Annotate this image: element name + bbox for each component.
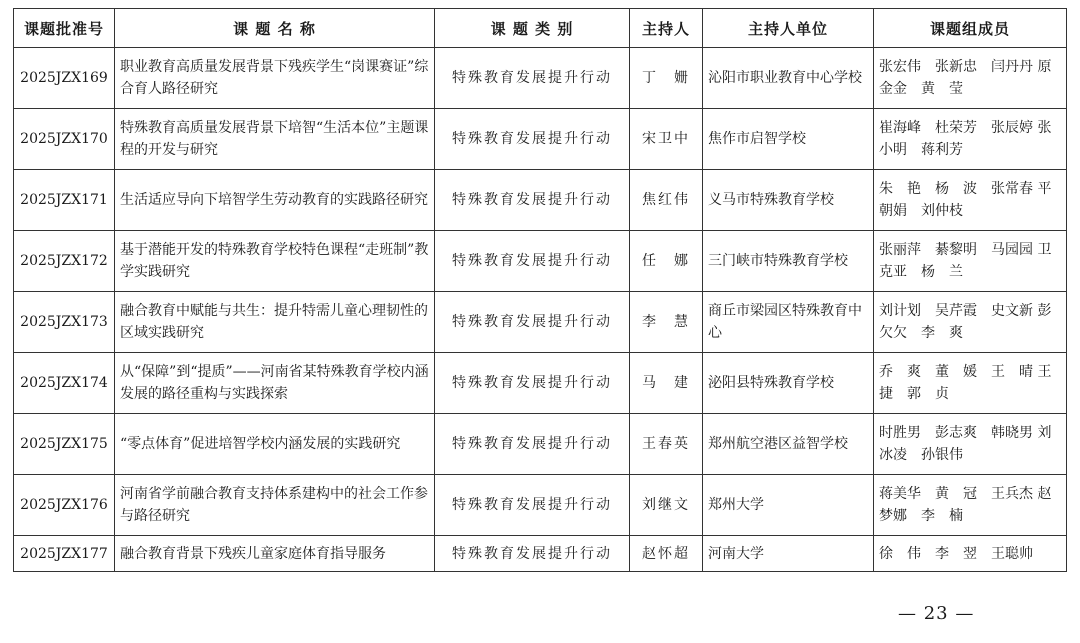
approval-no: 2025JZX174 (14, 353, 115, 414)
host-name: 丁 姗 (630, 48, 703, 109)
project-title: 生活适应导向下培智学生劳动教育的实践路径研究 (115, 170, 435, 231)
host-name: 李 慧 (630, 292, 703, 353)
host-unit: 焦作市启智学校 (703, 109, 874, 170)
host-unit: 义马市特殊教育学校 (703, 170, 874, 231)
project-category: 特殊教育发展提升行动 (435, 536, 630, 572)
table-row (14, 109, 1067, 170)
project-category: 特殊教育发展提升行动 (435, 109, 630, 170)
host-name: 马 建 (630, 353, 703, 414)
team-members: 时胜男 彭志爽 韩晓男 刘冰凌 孙银伟 (874, 414, 1067, 475)
team-members: 刘计划 吴芹霞 史文新 彭欠欠 李 爽 (874, 292, 1067, 353)
host-name: 宋卫中 (630, 109, 703, 170)
host-unit: 泌阳县特殊教育学校 (703, 353, 874, 414)
header-approval-no: 课题批准号 (14, 9, 115, 48)
table-row (14, 475, 1067, 536)
approval-no: 2025JZX172 (14, 231, 115, 292)
approval-no: 2025JZX169 (14, 48, 115, 109)
project-title: 融合教育中赋能与共生：提升特需儿童心理韧性的区域实践研究 (115, 292, 435, 353)
host-unit: 沁阳市职业教育中心学校 (703, 48, 874, 109)
header-title: 课 题 名 称 (115, 9, 435, 48)
project-title: 特殊教育高质量发展背景下培智“生活本位”主题课程的开发与研究 (115, 109, 435, 170)
project-title: 从“保障”到“提质”——河南省某特殊教育学校内涵发展的路径重构与实践探索 (115, 353, 435, 414)
host-name: 赵怀超 (630, 536, 703, 572)
header-unit: 主持人单位 (703, 9, 874, 48)
host-name: 刘继文 (630, 475, 703, 536)
team-members: 乔 爽 董 媛 王 晴 王 捷 郭 贞 (874, 353, 1067, 414)
approval-no: 2025JZX175 (14, 414, 115, 475)
project-table (13, 8, 1067, 572)
host-unit: 郑州航空港区益智学校 (703, 414, 874, 475)
approval-no: 2025JZX171 (14, 170, 115, 231)
table-row (14, 231, 1067, 292)
header-category: 课 题 类 别 (435, 9, 630, 48)
project-category: 特殊教育发展提升行动 (435, 231, 630, 292)
host-unit: 商丘市梁园区特殊教育中心 (703, 292, 874, 353)
project-title: 融合教育背景下残疾儿童家庭体育指导服务 (115, 536, 435, 572)
project-category: 特殊教育发展提升行动 (435, 292, 630, 353)
project-category: 特殊教育发展提升行动 (435, 48, 630, 109)
team-members: 崔海峰 杜荣芳 张辰婷 张小明 蒋利芳 (874, 109, 1067, 170)
host-unit: 河南大学 (703, 536, 874, 572)
project-category: 特殊教育发展提升行动 (435, 414, 630, 475)
team-members: 朱 艳 杨 波 张常春 平朝娟 刘仲枝 (874, 170, 1067, 231)
header-members: 课题组成员 (874, 9, 1067, 48)
project-title: 基于潜能开发的特殊教育学校特色课程“走班制”教学实践研究 (115, 231, 435, 292)
project-title: 河南省学前融合教育支持体系建构中的社会工作参与路径研究 (115, 475, 435, 536)
project-category: 特殊教育发展提升行动 (435, 353, 630, 414)
host-name: 王春英 (630, 414, 703, 475)
header-row (14, 9, 1067, 48)
table-row (14, 414, 1067, 475)
table-row (14, 292, 1067, 353)
project-category: 特殊教育发展提升行动 (435, 475, 630, 536)
team-members: 张丽萍 綦黎明 马园园 卫克亚 杨 兰 (874, 231, 1067, 292)
page-number: — 23 — (898, 603, 975, 624)
team-members: 张宏伟 张新忠 闫丹丹 原金金 黄 莹 (874, 48, 1067, 109)
table-row (14, 48, 1067, 109)
host-unit: 三门峡市特殊教育学校 (703, 231, 874, 292)
approval-no: 2025JZX177 (14, 536, 115, 572)
host-name: 焦红伟 (630, 170, 703, 231)
approval-no: 2025JZX170 (14, 109, 115, 170)
project-title: “零点体育”促进培智学校内涵发展的实践研究 (115, 414, 435, 475)
approval-no: 2025JZX176 (14, 475, 115, 536)
project-title: 职业教育高质量发展背景下残疾学生“岗课赛证”综合育人路径研究 (115, 48, 435, 109)
table-row (14, 536, 1067, 572)
approval-no: 2025JZX173 (14, 292, 115, 353)
header-host: 主持人 (630, 9, 703, 48)
table-row (14, 170, 1067, 231)
table-row (14, 353, 1067, 414)
team-members: 徐 伟 李 翌 王聪帅 (874, 536, 1067, 572)
host-unit: 郑州大学 (703, 475, 874, 536)
team-members: 蒋美华 黄 冠 王兵杰 赵梦娜 李 楠 (874, 475, 1067, 536)
host-name: 任 娜 (630, 231, 703, 292)
project-category: 特殊教育发展提升行动 (435, 170, 630, 231)
